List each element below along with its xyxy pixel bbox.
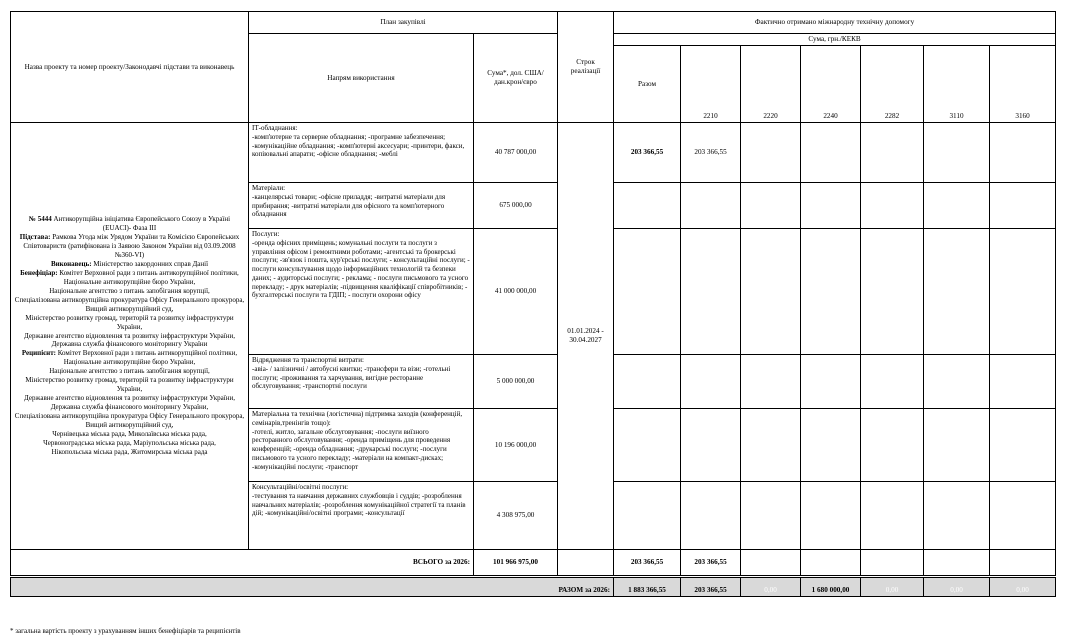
beneficiary-item: Національне антикорупційне бюро України, — [63, 277, 196, 286]
kekv-3160-cell — [990, 409, 1056, 482]
beneficiary-item: Спеціалізована антикорупційна прокуратура Офісу Генерального прокурора, — [14, 295, 245, 304]
beneficiary-item: Міністерство розвитку громад, територій та розвитку інфраструктури України, — [25, 313, 234, 331]
grand-total-kekv-2210: 203 366,55 — [681, 578, 741, 597]
kekv-2210-cell — [681, 409, 741, 482]
recipient-item: Нікопольська міська рада, Житомирська міська рада — [51, 447, 208, 456]
kekv-2240-cell — [801, 183, 861, 229]
kekv-2220-cell — [741, 409, 801, 482]
sum-cell: 40 787 000,00 — [474, 123, 558, 183]
total-cell: 203 366,55 — [614, 123, 681, 183]
kekv-2210-cell — [681, 229, 741, 355]
totals-kekv-3160 — [990, 550, 1056, 576]
executor-text: Міністерство закордонних справ Данії — [93, 259, 209, 268]
beneficiary-item: Комітет Верховної ради з питань антикорупційної політики, — [59, 268, 239, 277]
totals-total: 203 366,55 — [614, 550, 681, 576]
kekv-3160-cell — [990, 183, 1056, 229]
kekv-2282-cell — [861, 123, 924, 183]
beneficiary-item: Державне агентство відновлення та розвитку інфраструктури України, — [24, 331, 235, 340]
beneficiary-item: Національне агентство з питань запобігання корупції, — [49, 286, 210, 295]
kekv-2240-cell — [801, 355, 861, 409]
total-cell — [614, 409, 681, 482]
recipient-item: Державне агентство відновлення та розвитку інфраструктури України, — [24, 394, 235, 403]
kekv-3160-cell — [990, 482, 1056, 550]
beneficiary-label: Бенефіціар: — [20, 268, 58, 277]
aid-report-table — [10, 11, 1056, 597]
kekv-2220-cell — [741, 355, 801, 409]
grand-total-kekv-2282: 0,00 — [861, 578, 924, 597]
grand-total-row — [11, 578, 1056, 597]
term-column-header: Строк реалізації — [558, 12, 614, 123]
kekv-2240-cell — [801, 482, 861, 550]
totals-kekv-2240 — [801, 550, 861, 576]
recipient-label: Реципієнт: — [21, 349, 56, 358]
recipient-item: Міністерство розвитку громад, територій та розвитку інфраструктури України, — [25, 376, 234, 394]
recipient-item: Національне антикорупційне бюро України, — [63, 358, 196, 367]
sum-cell: 10 196 000,00 — [474, 409, 558, 482]
basis-label: Підстава: — [19, 233, 51, 242]
direction-cell: Матеріали: -канцелярські товари; -офісне приладдя; -витратні матеріали для прибирання; -витратні матеріали для офісного та комп'ютерного обладнання — [249, 183, 474, 229]
kekv-3160-cell — [990, 123, 1056, 183]
kekv-2282-cell — [861, 482, 924, 550]
kekv-2282-cell — [861, 355, 924, 409]
kekv-2210-cell: 203 366,55 — [681, 123, 741, 183]
actual-aid-header: Фактично отримано міжнародну технічну допомогу — [614, 12, 1056, 34]
project-column-header: Назва проекту та номер проекту/Законодавчі підстави та виконавець — [11, 12, 249, 123]
kekv-3110-cell — [924, 123, 990, 183]
kekv-2240-header: 2240 — [801, 46, 861, 123]
direction-cell: ІТ-обладнання: -комп'ютерне та серверне обладнання; -програмне забезпечення; -комунікаційне обладнання; -комп'ютерні аксесуари; -принтери, факси, копіювальні апарати; -офісне обладнання; -меблі — [249, 123, 474, 183]
kekv-2282-cell — [861, 409, 924, 482]
kekv-3110-cell — [924, 229, 990, 355]
kekv-3110-cell — [924, 183, 990, 229]
sum-kekv-header: Сума, грн./КЕКВ — [614, 34, 1056, 46]
direction-cell: Послуги: -оренда офісних приміщень; комунальні послуги та послуги з управління офісом і ремонтними роботами; -агентські та брокерські послуги; -зв'язок і пошта, кур'єрські послуги; - консультаційні послуги; - послуги консультування щодо інформаційних технологій та безпеки даних; - аудиторські послуги; - реклама; - послуги письмового та усного перекладу; - друк матеріалів; -підвищення кваліфікації співробітників; - бухгалтерські послуги та ГДІП; - послуги охорони офісу — [249, 229, 474, 355]
direction-cell: Матеріальна та технічна (логістична) підтримка заходів (конференцій, семінарів,тренінгів тощо): -готелі, житло, загальне обслуговування; -послуги виїзного ресторанного обслуговування; -оренда приміщень для проведення конференцій; -оренда обладнання; -друкарські послуги; -послуги письмового та усного перекладу; -матеріали на компакт-дисках; -комунікаційні послуги; -транспорт — [249, 409, 474, 482]
project-number: № 5444 — [28, 215, 52, 224]
recipient-item: Державна служба фінансового моніторингу України, — [50, 403, 209, 412]
kekv-3110-header: 3110 — [924, 46, 990, 123]
totals-kekv-2210: 203 366,55 — [681, 550, 741, 576]
sum-cell: 675 000,00 — [474, 183, 558, 229]
grand-total-kekv-2220: 0,00 — [741, 578, 801, 597]
executor-label: Виконавець: — [50, 259, 92, 268]
grand-total-kekv-3160: 0,00 — [990, 578, 1056, 597]
beneficiary-item: Вищий антикорупційний суд, — [85, 304, 174, 313]
sum-cell: 5 000 000,00 — [474, 355, 558, 409]
report-table-wrapper — [10, 11, 1055, 597]
kekv-2210-cell — [681, 183, 741, 229]
kekv-3160-cell — [990, 229, 1056, 355]
kekv-3160-cell — [990, 355, 1056, 409]
grand-total-kekv-3110: 0,00 — [924, 578, 990, 597]
total-cell — [614, 183, 681, 229]
direction-cell: Консультаційні/освітні послуги: -тестування та навчання державних службовців і суддів; -розроблення навчальних матеріалів; -розроблення комунікаційної стратегії та планів дій; -комунікаційні/освітні програми; -консультації — [249, 482, 474, 550]
kekv-2282-cell — [861, 229, 924, 355]
kekv-2210-header: 2210 — [681, 46, 741, 123]
kekv-3110-cell — [924, 482, 990, 550]
basis-text: Рамкова Угода між Урядом України та Комісією Європейських Співтовариств (ратифікована із Заявою Законом України від 03.09.2008 №360-VI) — [23, 233, 240, 259]
kekv-2282-header: 2282 — [861, 46, 924, 123]
total-cell — [614, 482, 681, 550]
grand-total-total: 1 883 366,55 — [614, 578, 681, 597]
totals-row — [11, 550, 1056, 576]
term-cell: 01.01.2024 - 30.04.2027 — [558, 123, 614, 550]
kekv-2220-cell — [741, 229, 801, 355]
plan-header: План закупівлі — [249, 12, 558, 34]
totals-kekv-2220 — [741, 550, 801, 576]
recipient-item: Червоноградська міська рада, Маріупольська міська рада, — [43, 438, 216, 447]
kekv-2220-cell — [741, 123, 801, 183]
kekv-3110-cell — [924, 409, 990, 482]
sum-cell: 4 308 975,00 — [474, 482, 558, 550]
footnote: * загальна вартість проекту з урахуванням інших бенефіціарів та реципієнтів — [10, 627, 241, 635]
total-cell — [614, 229, 681, 355]
recipient-item: Комітет Верховної ради з питань антикорупційної політики, — [57, 349, 238, 358]
totals-sum: 101 966 975,00 — [474, 550, 558, 576]
table-row — [11, 123, 1056, 183]
kekv-2220-header: 2220 — [741, 46, 801, 123]
kekv-2210-cell — [681, 355, 741, 409]
beneficiary-item: Державна служба фінансового моніторингу України — [51, 340, 208, 349]
grand-total-label: РАЗОМ за 2026: — [11, 578, 614, 597]
direction-column-header: Напрям використання — [249, 34, 474, 123]
kekv-2240-cell — [801, 229, 861, 355]
kekv-2282-cell — [861, 183, 924, 229]
totals-kekv-2282 — [861, 550, 924, 576]
grand-total-kekv-2240: 1 680 000,00 — [801, 578, 861, 597]
total-column-header: Разом — [614, 46, 681, 123]
project-description — [11, 123, 249, 550]
kekv-3110-cell — [924, 355, 990, 409]
recipient-item: Чернівецька міська рада, Миколаївська міська рада, — [52, 430, 207, 438]
project-name: Антикорупційна ініціатива Європейського Союзу в Україні (EUACI)- Фаза III — [53, 215, 231, 233]
kekv-2220-cell — [741, 482, 801, 550]
sum-cell: 41 000 000,00 — [474, 229, 558, 355]
totals-term-cell — [558, 550, 614, 576]
sum-column-header: Сума*, дол. США/дан.крон/євро — [474, 34, 558, 123]
total-cell — [614, 355, 681, 409]
direction-cell: Відрядження та транспортні витрати: -авіа- / залізничні / автобусні квитки; -трансфери та візи; -готельні послуги; -проживання та харчування, вигідне ресторанне обслуговування; -транспортні послуги — [249, 355, 474, 409]
totals-label: ВСЬОГО за 2026: — [11, 550, 474, 576]
kekv-2240-cell — [801, 123, 861, 183]
kekv-2210-cell — [681, 482, 741, 550]
kekv-3160-header: 3160 — [990, 46, 1056, 123]
recipient-item: Вищий антикорупційний суд, — [85, 421, 174, 430]
recipient-item: Спеціалізована антикорупційна прокуратура Офісу Генерального прокурора, — [14, 412, 245, 421]
recipient-item: Національне агентство з питань запобігання корупції, — [49, 367, 210, 376]
kekv-2240-cell — [801, 409, 861, 482]
kekv-2220-cell — [741, 183, 801, 229]
totals-kekv-3110 — [924, 550, 990, 576]
